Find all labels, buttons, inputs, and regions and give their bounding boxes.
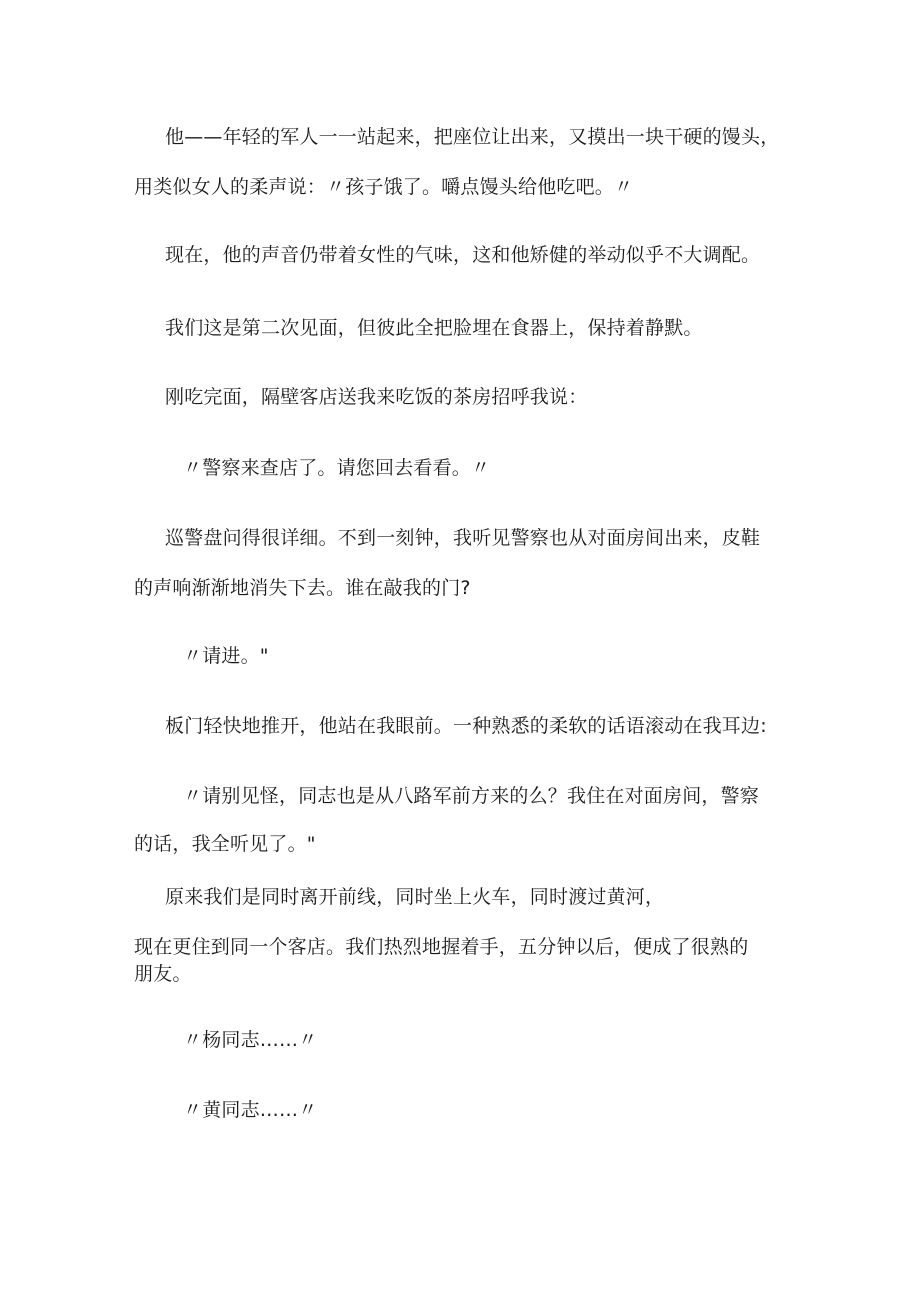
dialogue-apology-line-1: 〃请别见怪，同志也是从八路军前方来的么？我住在对面房间，警察 <box>183 785 760 807</box>
paragraph-6: 板门轻快地推开，他站在我眼前。一种熟悉的柔软的话语滚动在我耳边: <box>165 715 767 737</box>
dialogue-police-check: 〃警察来查店了。请您回去看看。〃 <box>183 457 491 479</box>
paragraph-5-line-1: 巡警盘问得很详细。不到一刻钟，我听见警察也从对面房间出来，皮鞋 <box>165 527 761 549</box>
paragraph-2: 现在，他的声音仍带着女性的气味，这和他矫健的举动似乎不大调配。 <box>165 244 761 266</box>
paragraph-4: 刚吃完面，隔壁客店送我来吃饭的茶房招呼我说： <box>165 386 588 408</box>
paragraph-3: 我们这是第二次见面，但彼此全把脸埋在食器上，保持着静默。 <box>165 317 703 339</box>
dialogue-comrade-huang: 〃黄同志……〃 <box>183 1099 318 1121</box>
paragraph-7-line-3: 朋友。 <box>134 963 192 985</box>
paragraph-1-line-2: 用类似女人的柔声说：〃孩子饿了。嚼点馒头给他吃吧。〃 <box>134 176 634 198</box>
dialogue-apology-line-2: 的话，我全听见了。" <box>134 833 316 855</box>
paragraph-5-line-2: 的声响渐渐地消失下去。谁在敲我的门? <box>134 577 471 599</box>
paragraph-1-line-1: 他——年轻的军人一一站起来，把座位让出来，又摸出一块干硬的馒头， <box>165 126 780 148</box>
dialogue-comrade-yang: 〃杨同志……〃 <box>183 1029 318 1051</box>
paragraph-7-line-1: 原来我们是同时离开前线，同时坐上火车，同时渡过黄河， <box>165 886 665 908</box>
paragraph-7-line-2: 现在更住到同一个客店。我们热烈地握着手，五分钟以后，便成了很熟的 <box>134 936 749 958</box>
dialogue-come-in: 〃请进。" <box>183 645 269 667</box>
